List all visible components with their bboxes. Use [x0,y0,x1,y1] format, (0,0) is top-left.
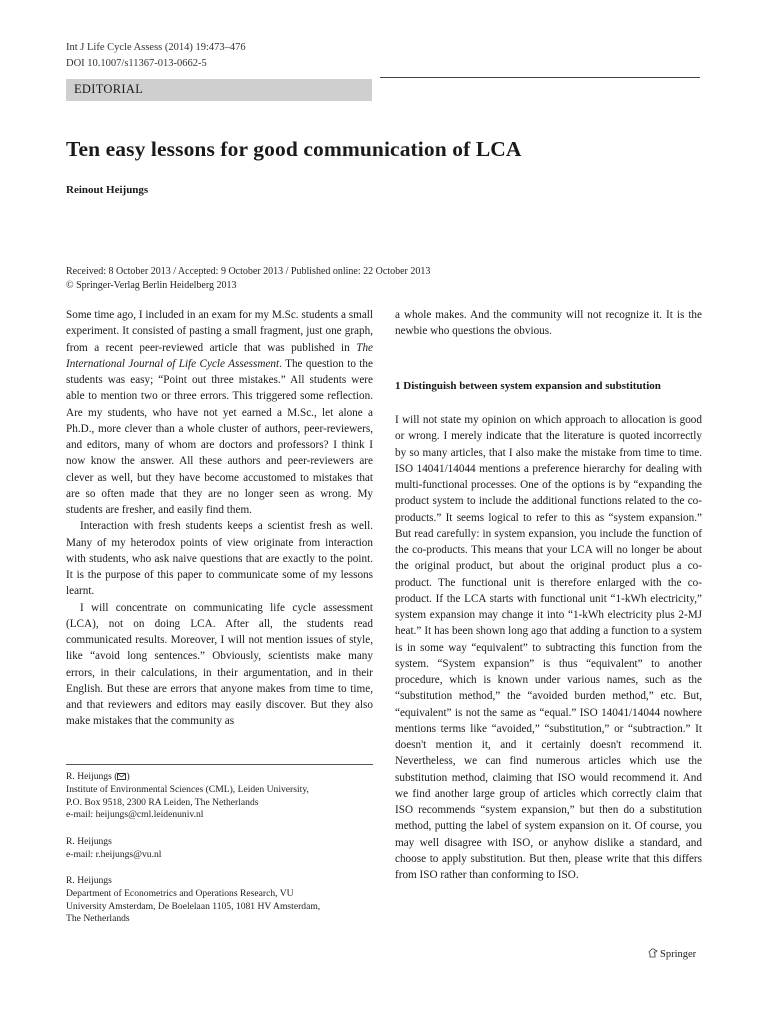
paragraph-1 [66,307,373,518]
header-rule [380,77,700,78]
journal-name: The International Journal of Life Cycle Assessment [66,341,373,370]
affiliation-1-line-1: Institute of Environmental Sciences (CML), Leiden University, [66,783,309,795]
a1-name-end: ) [126,771,130,782]
springer-horse-icon [648,948,658,958]
affiliation-1-name [66,771,373,784]
received-accepted-dates: Received: 8 October 2013 / Accepted: 9 October 2013 / Published online: 22 October 2013 [66,266,431,277]
affiliation-3 [66,875,373,926]
left-column [66,307,373,730]
journal-citation: Int J Life Cycle Assess (2014) 19:473–476 [66,42,246,53]
publisher-name: Springer [660,949,697,960]
author-name: Reinout Heijungs [66,184,149,196]
affiliation-3-line-3: The Netherlands [66,913,130,925]
section-heading-1: 1 Distinguish between system expansion and substitution [395,380,661,392]
right-column-body [395,412,702,883]
publication-dates [66,265,430,293]
p1-text-a: Some time ago, I included in an exam for my M.Sc. students a small experiment. It consisted of pasting a small fragment, just one graph, from a recent peer-reviewed article that was published in [66,309,373,354]
affiliation-1-email[interactable]: e-mail: heijungs@cml.leidenuniv.nl [66,809,204,821]
section-label: EDITORIAL [66,79,372,101]
affiliation-2 [66,836,373,862]
footnote-rule [66,764,373,765]
envelope-icon[interactable] [117,773,126,780]
affiliation-1 [66,771,373,822]
p1-text-b: . The question to the students was easy; “Point out three mistakes.” All students were able to mention two or three errors. This triggered some reflection. Are my students, who have not yet earned a M.Sc., let alone a Ph.D., more clever than a whole cluster of authors, peer-reviewers, and editors, many of whom are doctors and professors? I think I now know the answer. All these authors and peer-reviewers are clever as well, but they have become accustomed to mistakes that are so often made that they are no longer seen as wrong. My students are fresher, and easily find them. [66,357,373,516]
article-title: Ten easy lessons for good communication of LCA [66,137,522,161]
affiliation-2-email[interactable]: e-mail: r.heijungs@vu.nl [66,848,162,860]
affiliation-3-line-2: University Amsterdam, De Boelelaan 1105, 1081 HV Amsterdam, [66,900,321,912]
doi: DOI 10.1007/s11367-013-0662-5 [66,58,207,69]
paragraph-3: I will concentrate on communicating life cycle assessment (LCA), not on doing LCA. After all, the students read communicated results. Moreover, I will not mention issues of style, like “avoid long sentences.” Obviously, scientists make many errors, in their calculations, in their argumentation, and in their English. But these are errors that anyone makes from time to time, and that reviewers and editors may easily discover. But they also make mistakes that the community as [66,601,373,728]
a1-name: R. Heijungs ( [66,771,118,782]
journal-header [66,40,246,72]
copyright-line: © Springer-Verlag Berlin Heidelberg 2013 [66,280,237,291]
paragraph-2: Interaction with fresh students keeps a scientist fresh as well. Many of my heterodox points of view originate from interaction with students, who ask naive questions that are exactly to the point. It is the purpose of this paper to communicate some of my lessons learnt. [66,520,373,598]
affiliation-3-name: R. Heijungs [66,875,112,886]
paragraph-5: I will not state my opinion on which approach to allocation is good or wrong. I merely indicate that the literature is quoted incorrectly by so many articles, that I also make the mistake from time to time. ISO 14041/14044 mentions a preference hierarchy for dealing with multi-functional processes. One of the options is by “expanding the product system to include the additional functions related to the co-products.” It seems logical to refer to this as “system expansion.” But read carefully: in system expansion, you include the function of the co-products. This means that your LCA will no longer be about the original product, but about the original product plus a co-product. The functional unit is therefore enlarged with the co-product. If the LCA starts with functional unit “1-kWh electricity,” system expansion may change it into “1-kWh electricity plus 2-MJ heat.” It has been shown long ago that adding a function to a system is in some way “equivalent” to subtracting this function from the system. “System expansion” is thus “equivalent” to another procedure, which is known under various names, such as the “substitution method,” the “avoided burden method,” etc. But, “equivalent” is not the same as “equal.” ISO 14041/14044 nowhere mentions terms like “avoided,” “substitution,” or “subtraction.” It doesn't mention it, and it certainly doesn't recommend it. Nevertheless, we can find numerous articles which use the substitution method, claiming that ISO would recommend it. And we find another large group of articles which correctly claim that ISO recommends “system expansion,” but then do a substitution method, putting the label of system expansion on it. Of course, you may well disagree with ISO, or anyhow dislike a standard, and choose to apply substitution. But then, please write that this differs from ISO rather than conforming to ISO. [395,414,702,881]
paragraph-4: a whole makes. And the community will not recognize it. It is the newbie who questions the obvious. [395,309,702,338]
affiliation-1-line-2: P.O. Box 9518, 2300 RA Leiden, The Netherlands [66,796,259,808]
affiliation-3-line-1: Department of Econometrics and Operations Research, VU [66,887,294,899]
publisher-logo [648,948,696,960]
affiliation-2-name: R. Heijungs [66,836,112,847]
right-column-top [395,307,702,340]
